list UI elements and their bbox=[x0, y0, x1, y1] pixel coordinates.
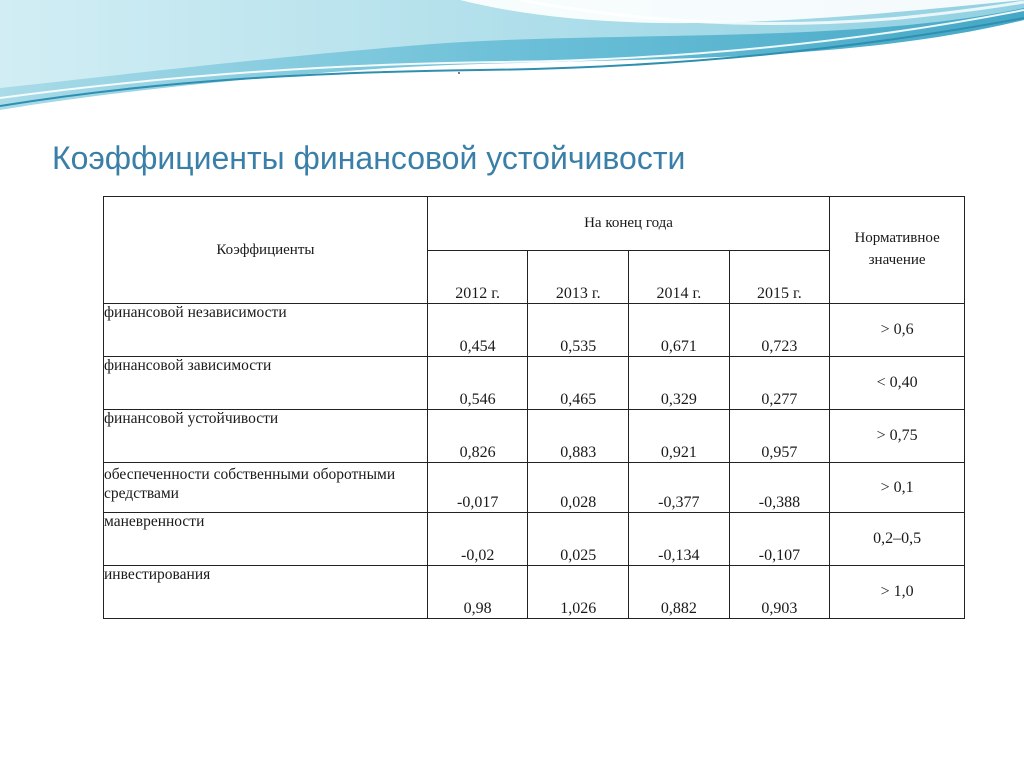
cell-2014: -0,134 bbox=[629, 513, 730, 566]
cell-2014: 0,329 bbox=[629, 357, 730, 410]
cell-2013: 0,883 bbox=[528, 410, 629, 463]
decorative-dot bbox=[458, 72, 460, 74]
cell-2015: 0,277 bbox=[729, 357, 830, 410]
cell-2013: 0,535 bbox=[528, 304, 629, 357]
cell-norm: 0,2–0,5 bbox=[830, 513, 965, 566]
slide-title: Коэффициенты финансовой устойчивости bbox=[52, 140, 686, 176]
header-norm-line1: Нормативное bbox=[854, 230, 940, 247]
table-row-working-capital-provision bbox=[104, 463, 965, 513]
row-name: финансовой зависимости bbox=[104, 357, 428, 410]
cell-2015: 0,723 bbox=[729, 304, 830, 357]
header-year-2013: 2013 г. bbox=[528, 250, 629, 304]
cell-2012: 0,454 bbox=[427, 304, 528, 357]
row-name: маневренности bbox=[104, 513, 428, 566]
cell-2015: -0,388 bbox=[729, 463, 830, 513]
cell-2012: -0,017 bbox=[427, 463, 528, 513]
cell-2013: 0,025 bbox=[528, 513, 629, 566]
header-year-end-group: На конец года bbox=[427, 197, 829, 251]
cell-2015: 0,903 bbox=[729, 566, 830, 619]
table-row-financial-dependence bbox=[104, 357, 965, 410]
cell-2013: 1,026 bbox=[528, 566, 629, 619]
header-year-2012: 2012 г. bbox=[427, 250, 528, 304]
coefficients-table bbox=[103, 196, 965, 619]
cell-2012: 0,98 bbox=[427, 566, 528, 619]
row-name: финансовой устойчивости bbox=[104, 410, 428, 463]
wave-header-decoration bbox=[0, 0, 1024, 130]
cell-2012: -0,02 bbox=[427, 513, 528, 566]
header-normative-value bbox=[830, 197, 965, 304]
cell-2013: 0,028 bbox=[528, 463, 629, 513]
row-name: инвестирования bbox=[104, 566, 428, 619]
cell-2014: 0,882 bbox=[629, 566, 730, 619]
cell-norm: > 1,0 bbox=[830, 566, 965, 619]
header-norm-line2: значение bbox=[868, 252, 926, 268]
cell-norm: > 0,1 bbox=[830, 463, 965, 513]
cell-2014: 0,671 bbox=[629, 304, 730, 357]
cell-2013: 0,465 bbox=[528, 357, 629, 410]
table-row-investment bbox=[104, 566, 965, 619]
row-name: финансовой независимости bbox=[104, 304, 428, 357]
cell-2014: -0,377 bbox=[629, 463, 730, 513]
table-row-financial-stability bbox=[104, 410, 965, 463]
table-row-financial-independence bbox=[104, 304, 965, 357]
cell-2015: 0,957 bbox=[729, 410, 830, 463]
header-year-2014: 2014 г. bbox=[629, 250, 730, 304]
cell-norm: > 0,6 bbox=[830, 304, 965, 357]
row-name: обеспеченности собственными оборотными средствами bbox=[104, 463, 428, 513]
table-row-maneuverability bbox=[104, 513, 965, 566]
cell-norm: < 0,40 bbox=[830, 357, 965, 410]
header-year-2015: 2015 г. bbox=[729, 250, 830, 304]
cell-2012: 0,826 bbox=[427, 410, 528, 463]
header-coefficients: Коэффициенты bbox=[104, 197, 428, 304]
cell-2015: -0,107 bbox=[729, 513, 830, 566]
cell-2014: 0,921 bbox=[629, 410, 730, 463]
cell-norm: > 0,75 bbox=[830, 410, 965, 463]
cell-2012: 0,546 bbox=[427, 357, 528, 410]
